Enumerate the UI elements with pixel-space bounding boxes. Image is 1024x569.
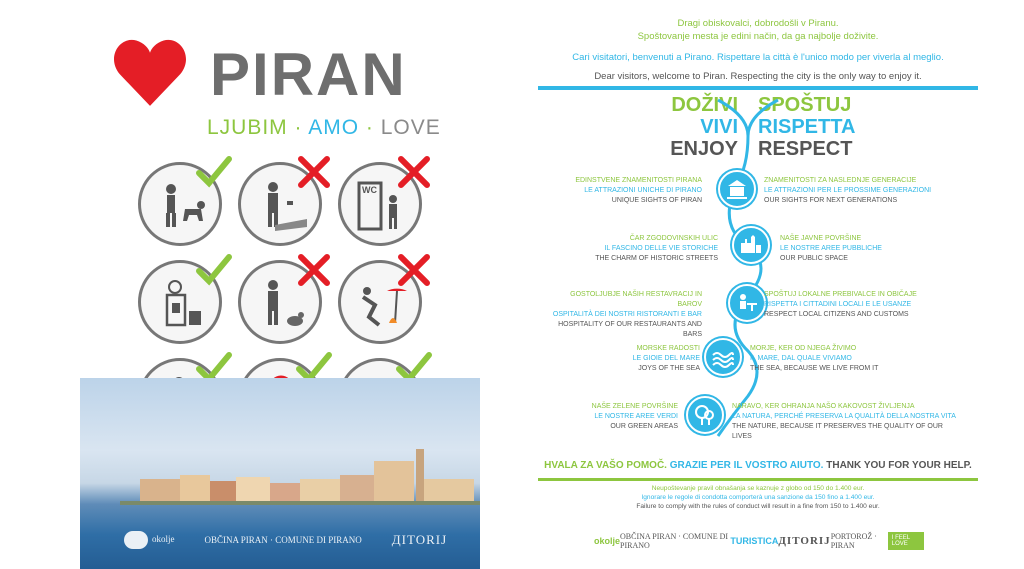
okolje-text: okolje: [152, 534, 175, 545]
item-left-3: [544, 290, 702, 340]
fine-sl: Neupoštevanje pravil obnašanja se kaznuje z globo od 150 do 1.400 eur.: [651, 485, 865, 492]
cross-icon: [395, 253, 433, 287]
item1-left-sl: EDINSTVENE ZNAMENITOSTI PIRANA: [575, 177, 702, 184]
okolje-logo: [124, 531, 175, 549]
item3-right-it: RISPETTA I CITTADINI LOCALI E LE USANZE: [764, 301, 912, 308]
greeting-sl-line1: Dragi obiskovalci, dobrodošli v Piranu.: [677, 18, 839, 29]
item4-left-sl: MORSKE RADOSTI: [636, 345, 700, 352]
tagline-amo: AMO: [308, 116, 360, 139]
cross-icon: [295, 155, 333, 189]
item4-right-it: IL MARE, DAL QUALE VIVIAMO: [750, 355, 852, 362]
item-right-3: [764, 290, 964, 320]
turistica-logo: TURISTICA: [730, 536, 779, 546]
rule-no-feeding-pigeons: [238, 260, 322, 344]
item4-right-en: THE SEA, BECAUSE WE LIVE FROM IT: [750, 365, 879, 372]
item3-left-it: OSPITALITÀ DEI NOSTRI RISTORANTI E BAR: [552, 311, 702, 318]
item2-right-en: OUR PUBLIC SPACE: [780, 255, 848, 262]
item3-left-sl: GOSTOLJUBJE NAŠIH RESTAVRACIJ IN BAROV: [570, 291, 702, 308]
rule-walk-dog: [138, 162, 222, 246]
greeting-it: Cari visitatori, benvenuti a Pirano. Rispettare la città è l'unico modo per viverla al meglio.: [572, 52, 944, 63]
tagline-dot: ·: [365, 116, 374, 139]
rule-no-fire: [338, 260, 422, 344]
item5-right-sl: NARAVO, KER OHRANJA NAŠO KAKOVOST ŽIVLJENJA: [732, 403, 915, 410]
cross-icon: [395, 155, 433, 189]
item2-left-sl: ČAR ZGODOVINSKIH ULIC: [629, 235, 718, 242]
item-right-2: [780, 234, 980, 264]
heading-spostuj: SPOŠTUJ: [758, 94, 852, 116]
heading-dozivi: DOŽIVI: [671, 94, 738, 116]
fine-en: Failure to comply with the rules of conduct will result in a fine from 150 to 1.400 eur.: [636, 503, 880, 510]
cloud-icon: [124, 531, 148, 549]
greeting-sl: [538, 17, 978, 43]
restaurant-icon: [728, 284, 766, 322]
thank-you-line: [538, 460, 978, 471]
portoroz-logo: PORTOROŽ · PIRAN: [830, 532, 877, 550]
heading-respect: RESPECT: [758, 138, 853, 160]
item-left-2: [560, 234, 718, 264]
item5-left-it: LE NOSTRE AREE VERDI: [594, 413, 678, 420]
item-left-4: [542, 344, 700, 374]
cross-icon: [295, 253, 333, 287]
heading-enjoy: ENJOY: [670, 138, 738, 160]
town-skyline: [120, 449, 480, 505]
item-right-4: [750, 344, 950, 374]
item1-left-en: UNIQUE SIGHTS OF PIRAN: [611, 197, 702, 204]
rule-no-litter: [238, 162, 322, 246]
item5-right-it: LA NATURA, PERCHÉ PRESERVA LA QUALITÀ DELLA NOSTRA VITA: [732, 413, 956, 420]
greeting-sl-line2: Spoštovanje mesta je edini način, da ga najbolje doživite.: [637, 31, 879, 42]
greeting-en: Dear visitors, welcome to Piran. Respecting the city is the only way to enjoy it.: [594, 71, 922, 82]
item-left-5: [520, 402, 678, 432]
item5-left-en: OUR GREEN AREAS: [610, 423, 678, 430]
item1-right-it: LE ATTRAZIONI PER LE PROSSIME GENERAZIONI: [764, 187, 932, 194]
item2-right-it: LE NOSTRE AREE PUBBLICHE: [780, 245, 882, 252]
fine-notice: [538, 484, 978, 511]
divider-green: [538, 478, 978, 481]
thanks-en: THANK YOU FOR YOUR HELP.: [826, 460, 972, 471]
rule-night-quiet: [138, 260, 222, 344]
fine-it: Ignorare le regole di condotta comporterà una sanzione da 150 fino a 1.400 eur.: [641, 494, 875, 501]
item3-left-en: HOSPITALITY OF OUR RESTAURANTS AND BARS: [558, 321, 702, 338]
old-town-icon: [732, 226, 770, 264]
heart-icon: [112, 36, 188, 112]
item5-left-sl: NAŠE ZELENE POVRŠINE: [591, 403, 678, 410]
tree-icon: [686, 396, 724, 434]
check-icon: [195, 253, 233, 287]
item-right-1: [764, 176, 964, 206]
item2-left-it: IL FASCINO DELLE VIE STORICHE: [604, 245, 718, 252]
divider-blue: [538, 86, 978, 90]
tagline-dot: ·: [294, 116, 303, 139]
tagline: [207, 116, 441, 140]
item3-right-en: RESPECT LOCAL CITIZENS AND CUSTOMS: [764, 311, 909, 318]
svg-text:WC: WC: [362, 185, 377, 195]
vdditorij-logo: ДIТОRIJ: [391, 532, 448, 547]
item5-right-en: THE NATURE, BECAUSE IT PRESERVES THE QUALITY OF OUR LIVES: [732, 423, 943, 440]
rule-no-urinating: [338, 162, 422, 246]
piran-poster: [80, 0, 480, 569]
heading-rispetta: RISPETTA: [758, 116, 856, 138]
brand-title: PIRAN: [210, 41, 407, 108]
item3-right-sl: SPOŠTUJ LOKALNE PREBIVALCE IN OBIČAJE: [764, 291, 917, 298]
item2-left-en: THE CHARM OF HISTORIC STREETS: [595, 255, 718, 262]
obcina-logo: OBČINA PIRAN · COMUNE DI PIRANO: [620, 532, 729, 550]
thanks-it: GRAZIE PER IL VOSTRO AIUTO.: [669, 460, 824, 471]
item-right-5: [732, 402, 962, 442]
vdditorij-logo: ДIТОRIJ: [778, 535, 831, 547]
item1-left-it: LE ATTRAZIONI UNICHE DI PIRANO: [584, 187, 702, 194]
sponsor-logos: [594, 528, 924, 554]
thanks-sl: HVALA ZA VAŠO POMOČ.: [544, 460, 667, 471]
rules-panel: [538, 0, 978, 569]
piran-photo: [80, 378, 480, 569]
heading-vivi: VIVI: [700, 116, 738, 138]
tagline-love: LOVE: [380, 116, 441, 139]
tagline-ljubim: LJUBIM: [207, 116, 288, 139]
poster-logos: [124, 525, 464, 555]
item1-right-sl: ZNAMENITOSTI ZA NASLEDNJE GENERACIJE: [764, 177, 917, 184]
item-left-1: [544, 176, 702, 206]
item1-right-en: OUR SIGHTS FOR NEXT GENERATIONS: [764, 197, 898, 204]
okolje-logo: okolje: [594, 536, 621, 546]
check-icon: [195, 155, 233, 189]
item4-left-en: JOYS OF THE SEA: [638, 365, 700, 372]
monument-icon: [718, 170, 756, 208]
obcina-logo: OBČINA PIRAN · COMUNE DI PIRANO: [204, 535, 362, 545]
item2-right-sl: NAŠE JAVNE POVRŠINE: [780, 235, 862, 242]
item4-right-sl: MORJE, KER OD NJEGA ŽIVIMO: [750, 345, 857, 352]
waves-icon: [704, 338, 742, 376]
item4-left-it: LE GIOIE DEL MARE: [632, 355, 700, 362]
i-feel-love-logo: I FEEL LOVE: [888, 532, 924, 550]
